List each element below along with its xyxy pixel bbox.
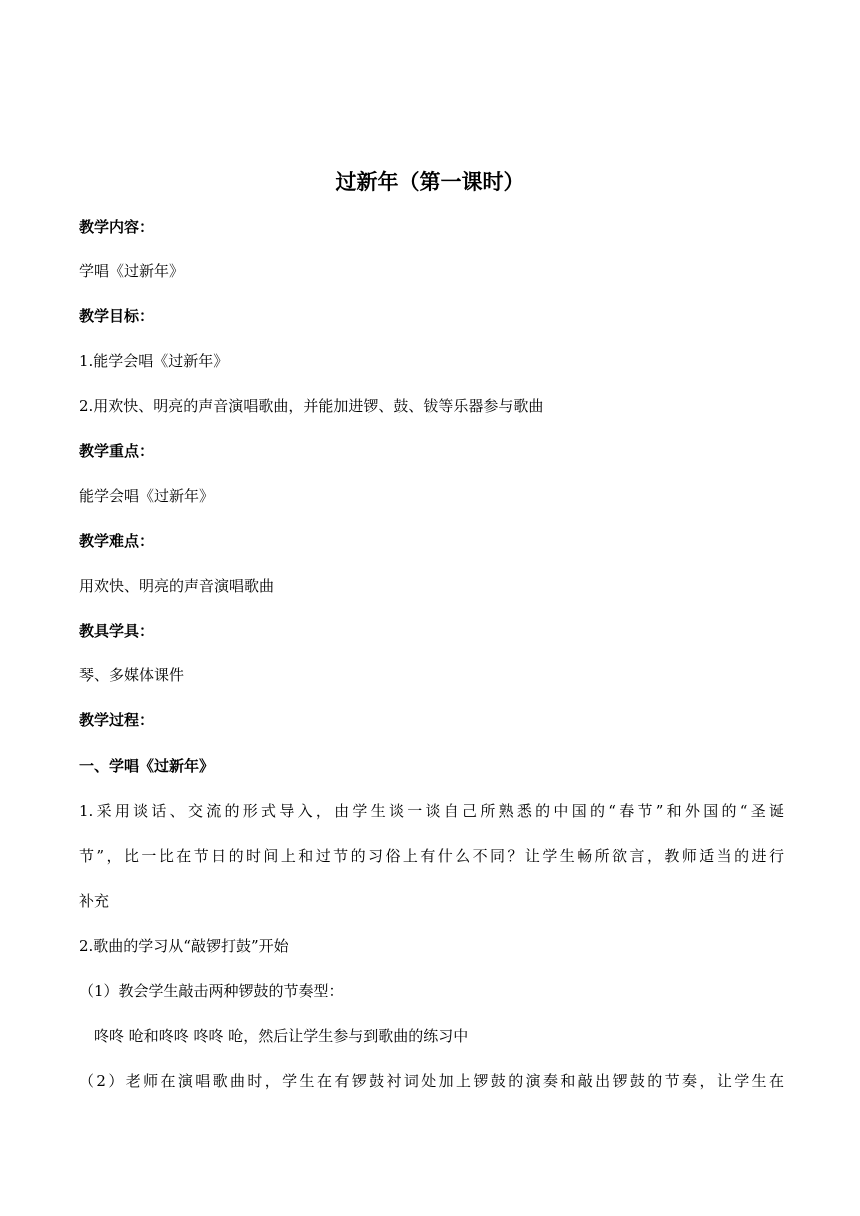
- step-2: 2.歌曲的学习从“敲锣打鼓”开始: [79, 937, 289, 955]
- tools-heading: 教具学具：: [79, 622, 155, 640]
- key-heading: 教学重点：: [79, 442, 155, 460]
- step-1-line-1: 1.采用谈话、交流的形式导入，由学生谈一谈自己所熟悉的中国的“春节”和外国的“圣诞: [79, 802, 784, 820]
- step-2-sub-2: （2）老师在演唱歌曲时，学生在有锣鼓衬词处加上锣鼓的演奏和敲出锣鼓的节奏，让学生在: [79, 1072, 784, 1090]
- difficulty-text: 用欢快、明亮的声音演唱歌曲: [79, 577, 275, 595]
- goal-item-1: 1.能学会唱《过新年》: [79, 352, 229, 370]
- process-heading: 教学过程：: [79, 711, 155, 729]
- document-title: 过新年（第一课时）: [335, 169, 525, 194]
- difficulty-heading: 教学难点：: [79, 532, 155, 550]
- goals-heading: 教学目标：: [79, 307, 155, 325]
- step-2-sub-1: （1）教会学生敲击两种锣鼓的节奏型：: [79, 982, 344, 1000]
- key-text: 能学会唱《过新年》: [79, 487, 215, 505]
- goal-item-2: 2.用欢快、明亮的声音演唱歌曲，并能加进锣、鼓、钹等乐器参与歌曲: [79, 397, 544, 415]
- tools-text: 琴、多媒体课件: [79, 666, 185, 684]
- content-heading: 教学内容：: [79, 218, 155, 236]
- step-1-line-2: 节”，比一比在节日的时间上和过节的习俗上有什么不同？让学生畅所欲言，教师适当的进行: [79, 847, 784, 865]
- step-1-line-3: 补充: [79, 892, 110, 910]
- step-2-sub-1-detail: 咚咚 呛和咚咚 咚咚 呛，然后让学生参与到歌曲的练习中: [94, 1027, 469, 1045]
- part-1-heading: 一、学唱《过新年》: [79, 757, 215, 775]
- content-text: 学唱《过新年》: [79, 262, 185, 280]
